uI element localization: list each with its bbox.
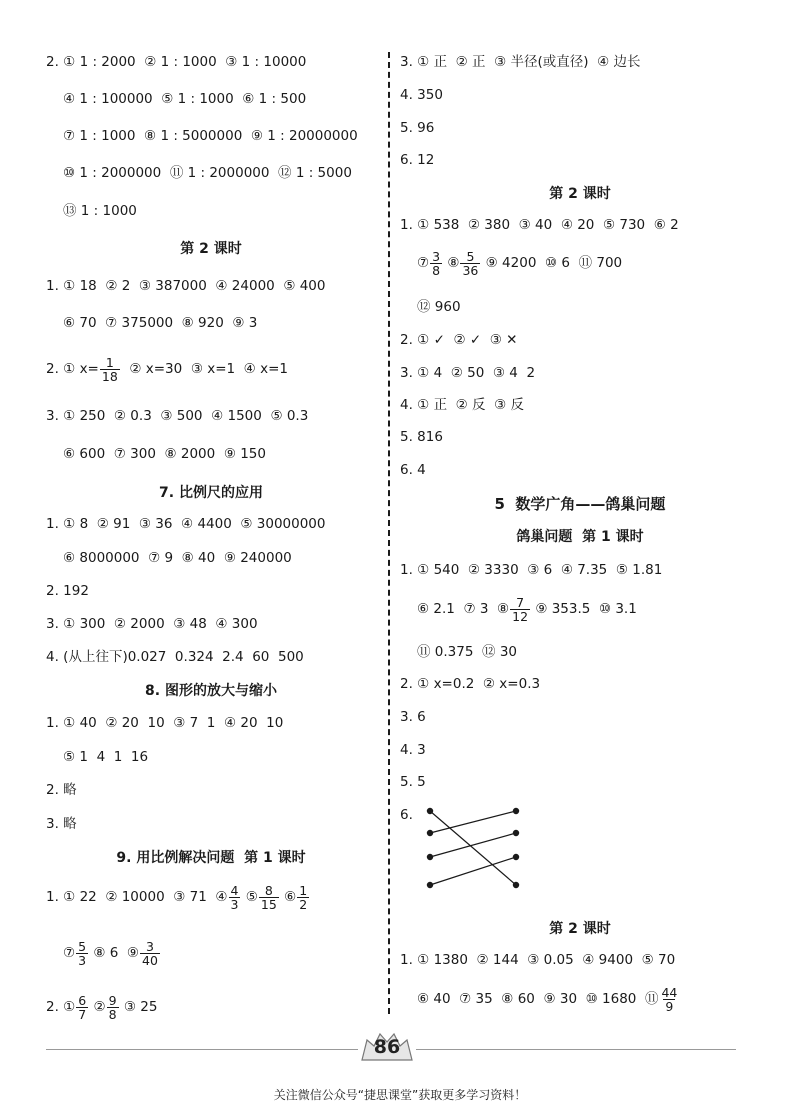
answer-line: ⑬ 1 : 1000 [63, 203, 137, 219]
answer-line: 1. ① 18 ② 2 ③ 387000 ④ 24000 ⑤ 400 [46, 278, 326, 294]
answer-line [46, 994, 157, 1021]
fraction-numerator: 5 [466, 249, 475, 264]
fraction-denominator: 40 [142, 953, 158, 969]
answer-text: ⑥ 40 ⑦ 35 ⑧ 60 ⑨ 30 ⑩ 1680 ⑪ [417, 990, 659, 1007]
fraction-denominator: 12 [512, 609, 529, 625]
answer-line: 6. 12 [400, 152, 435, 168]
fraction-numerator: 7 [516, 595, 525, 610]
answer-line [417, 250, 622, 277]
answer-line: 5. 816 [400, 429, 443, 445]
answer-text: ③ 25 [119, 998, 158, 1015]
fraction-denominator: 3 [230, 897, 239, 913]
fraction-denominator: 3 [78, 953, 87, 969]
fraction [76, 940, 88, 967]
match-line [430, 857, 516, 885]
answer-line: 4. ① 正 ② 反 ③ 反 [400, 397, 525, 413]
match-dot [513, 854, 518, 859]
answer-line: 2. ① 1 : 2000 ② 1 : 1000 ③ 1 : 10000 [46, 54, 307, 70]
fraction-denominator: 15 [260, 897, 277, 913]
column-divider [388, 52, 390, 1014]
answer-line: 3. 6 [400, 709, 426, 725]
answer-text: ⑧ 6 ⑨ [89, 944, 140, 961]
fraction [430, 250, 442, 277]
answer-line: ⑥ 70 ⑦ 375000 ⑧ 920 ⑨ 3 [63, 315, 258, 331]
fraction-denominator: 18 [101, 369, 118, 385]
answer-line [46, 356, 288, 383]
page-number: 86 [373, 1036, 401, 1058]
answer-text: ⑤ [241, 888, 258, 905]
answer-line: 1. ① 538 ② 380 ③ 40 ④ 20 ⑤ 730 ⑥ 2 [400, 217, 679, 233]
fraction-denominator: 2 [299, 897, 308, 913]
fraction-numerator: 1 [299, 883, 308, 898]
answer-text: 2. ① x= [46, 360, 99, 377]
answer-line: 2. 略 [46, 782, 77, 798]
fraction-numerator: 9 [108, 993, 117, 1008]
fraction-numerator: 8 [264, 883, 273, 898]
match-line [430, 833, 516, 857]
section-heading: 鸽巢问题 第 1 课时 [516, 529, 644, 545]
answer-text: ⑨ 353.5 ⑩ 3.1 [531, 600, 637, 617]
fraction-denominator: 8 [108, 1007, 117, 1023]
matching-diagram [420, 801, 530, 893]
fraction-numerator: 5 [78, 939, 87, 954]
answer-line [400, 809, 413, 823]
footer-rule [46, 1049, 358, 1050]
fraction [76, 994, 88, 1021]
answer-line [417, 986, 680, 1013]
fraction [100, 356, 120, 383]
answer-line: ⑤ 1 4 1 16 [63, 749, 149, 765]
answer-text: ⑥ [279, 888, 297, 905]
section-heading: 7. 比例尺的应用 [159, 485, 263, 501]
fraction-numerator: 6 [78, 993, 87, 1008]
answer-line: 2. ① x=0.2 ② x=0.3 [400, 676, 541, 692]
match-dot [513, 808, 518, 813]
answer-line: ④ 1 : 100000 ⑤ 1 : 1000 ⑥ 1 : 500 [63, 91, 307, 107]
answer-text: ⑧ [443, 254, 460, 271]
match-dot [513, 882, 518, 887]
fraction [510, 596, 530, 623]
answer-text: 6. [400, 807, 413, 823]
fraction-numerator: 44 [661, 985, 678, 1000]
answer-text: ⑨ 4200 ⑩ 6 ⑪ 700 [481, 254, 623, 271]
answer-line: 1. ① 1380 ② 144 ③ 0.05 ④ 9400 ⑤ 70 [400, 952, 676, 968]
answer-text: 1. ① 22 ② 10000 ③ 71 ④ [46, 888, 228, 905]
answer-line: 1. ① 540 ② 3330 ③ 6 ④ 7.35 ⑤ 1.81 [400, 562, 663, 578]
fraction [107, 994, 119, 1021]
fraction-numerator: 1 [105, 355, 114, 370]
fraction [140, 940, 160, 967]
answer-line: 3. ① 4 ② 50 ③ 4 2 [400, 365, 536, 381]
fraction-denominator: 8 [432, 263, 441, 279]
answer-line: 5. 96 [400, 120, 435, 136]
answer-line: ⑩ 1 : 2000000 ⑪ 1 : 2000000 ⑫ 1 : 5000 [63, 165, 352, 181]
answer-text: ② [89, 998, 106, 1015]
fraction [659, 986, 679, 1013]
answer-line: 1. ① 40 ② 20 10 ③ 7 1 ④ 20 10 [46, 715, 284, 731]
answer-text: ⑦ [63, 944, 76, 961]
section-heading: 8. 图形的放大与缩小 [145, 683, 277, 699]
section-heading: 9. 用比例解决问题 第 1 课时 [116, 850, 306, 866]
match-dot [427, 808, 432, 813]
answer-line [417, 596, 637, 623]
section-heading: 第 2 课时 [549, 921, 611, 937]
answer-line [63, 940, 161, 967]
answer-line: 4. 3 [400, 742, 426, 758]
answer-text: 2. ① [46, 998, 76, 1015]
answer-line: ⑦ 1 : 1000 ⑧ 1 : 5000000 ⑨ 1 : 20000000 [63, 128, 358, 144]
answer-line: 4. (从上往下)0.027 0.324 2.4 60 500 [46, 649, 304, 665]
answer-text: ② x=30 ③ x=1 ④ x=1 [120, 360, 288, 377]
answer-line: ⑥ 600 ⑦ 300 ⑧ 2000 ⑨ 150 [63, 446, 266, 462]
answer-line: 2. 192 [46, 583, 89, 599]
footer-rule [416, 1049, 736, 1050]
fraction-numerator: 3 [146, 939, 154, 954]
answer-line: 2. ① ✓ ② ✓ ③ ✕ [400, 332, 518, 348]
fraction-numerator: 3 [432, 249, 441, 264]
match-dot [427, 830, 432, 835]
match-dot [427, 854, 432, 859]
answer-line: 3. ① 250 ② 0.3 ③ 500 ④ 1500 ⑤ 0.3 [46, 408, 309, 424]
answer-text: ⑥ 2.1 ⑦ 3 ⑧ [417, 600, 510, 617]
answer-line: 3. 略 [46, 816, 77, 832]
fraction-numerator: 4 [230, 883, 239, 898]
match-dot [427, 882, 432, 887]
answer-line: ⑪ 0.375 ⑫ 30 [417, 644, 517, 660]
answer-line: 4. 350 [400, 87, 443, 103]
fraction-denominator: 9 [665, 999, 674, 1015]
fraction [229, 884, 241, 911]
fraction [460, 250, 480, 277]
fraction-denominator: 36 [462, 263, 479, 279]
match-dot [513, 830, 518, 835]
answer-line: 1. ① 8 ② 91 ③ 36 ④ 4400 ⑤ 30000000 [46, 516, 326, 532]
answer-line [46, 884, 310, 911]
footer-note: 关注微信公众号“捷思课堂”获取更多学习资料！ [273, 1088, 527, 1102]
fraction [297, 884, 309, 911]
answer-line: 5. 5 [400, 774, 426, 790]
answer-line: 3. ① 300 ② 2000 ③ 48 ④ 300 [46, 616, 258, 632]
chapter-heading: 5 数学广角——鸽巢问题 [494, 495, 666, 513]
answer-line: ⑥ 8000000 ⑦ 9 ⑧ 40 ⑨ 240000 [63, 550, 292, 566]
answer-line: 3. ① 正 ② 正 ③ 半径(或直径) ④ 边长 [400, 54, 641, 70]
answer-line: ⑫ 960 [417, 299, 461, 315]
answer-line: 6. 4 [400, 462, 426, 478]
answer-text: ⑦ [417, 254, 430, 271]
section-heading: 第 2 课时 [549, 186, 611, 202]
fraction [259, 884, 279, 911]
fraction-denominator: 7 [78, 1007, 87, 1023]
section-heading: 第 2 课时 [180, 241, 242, 257]
